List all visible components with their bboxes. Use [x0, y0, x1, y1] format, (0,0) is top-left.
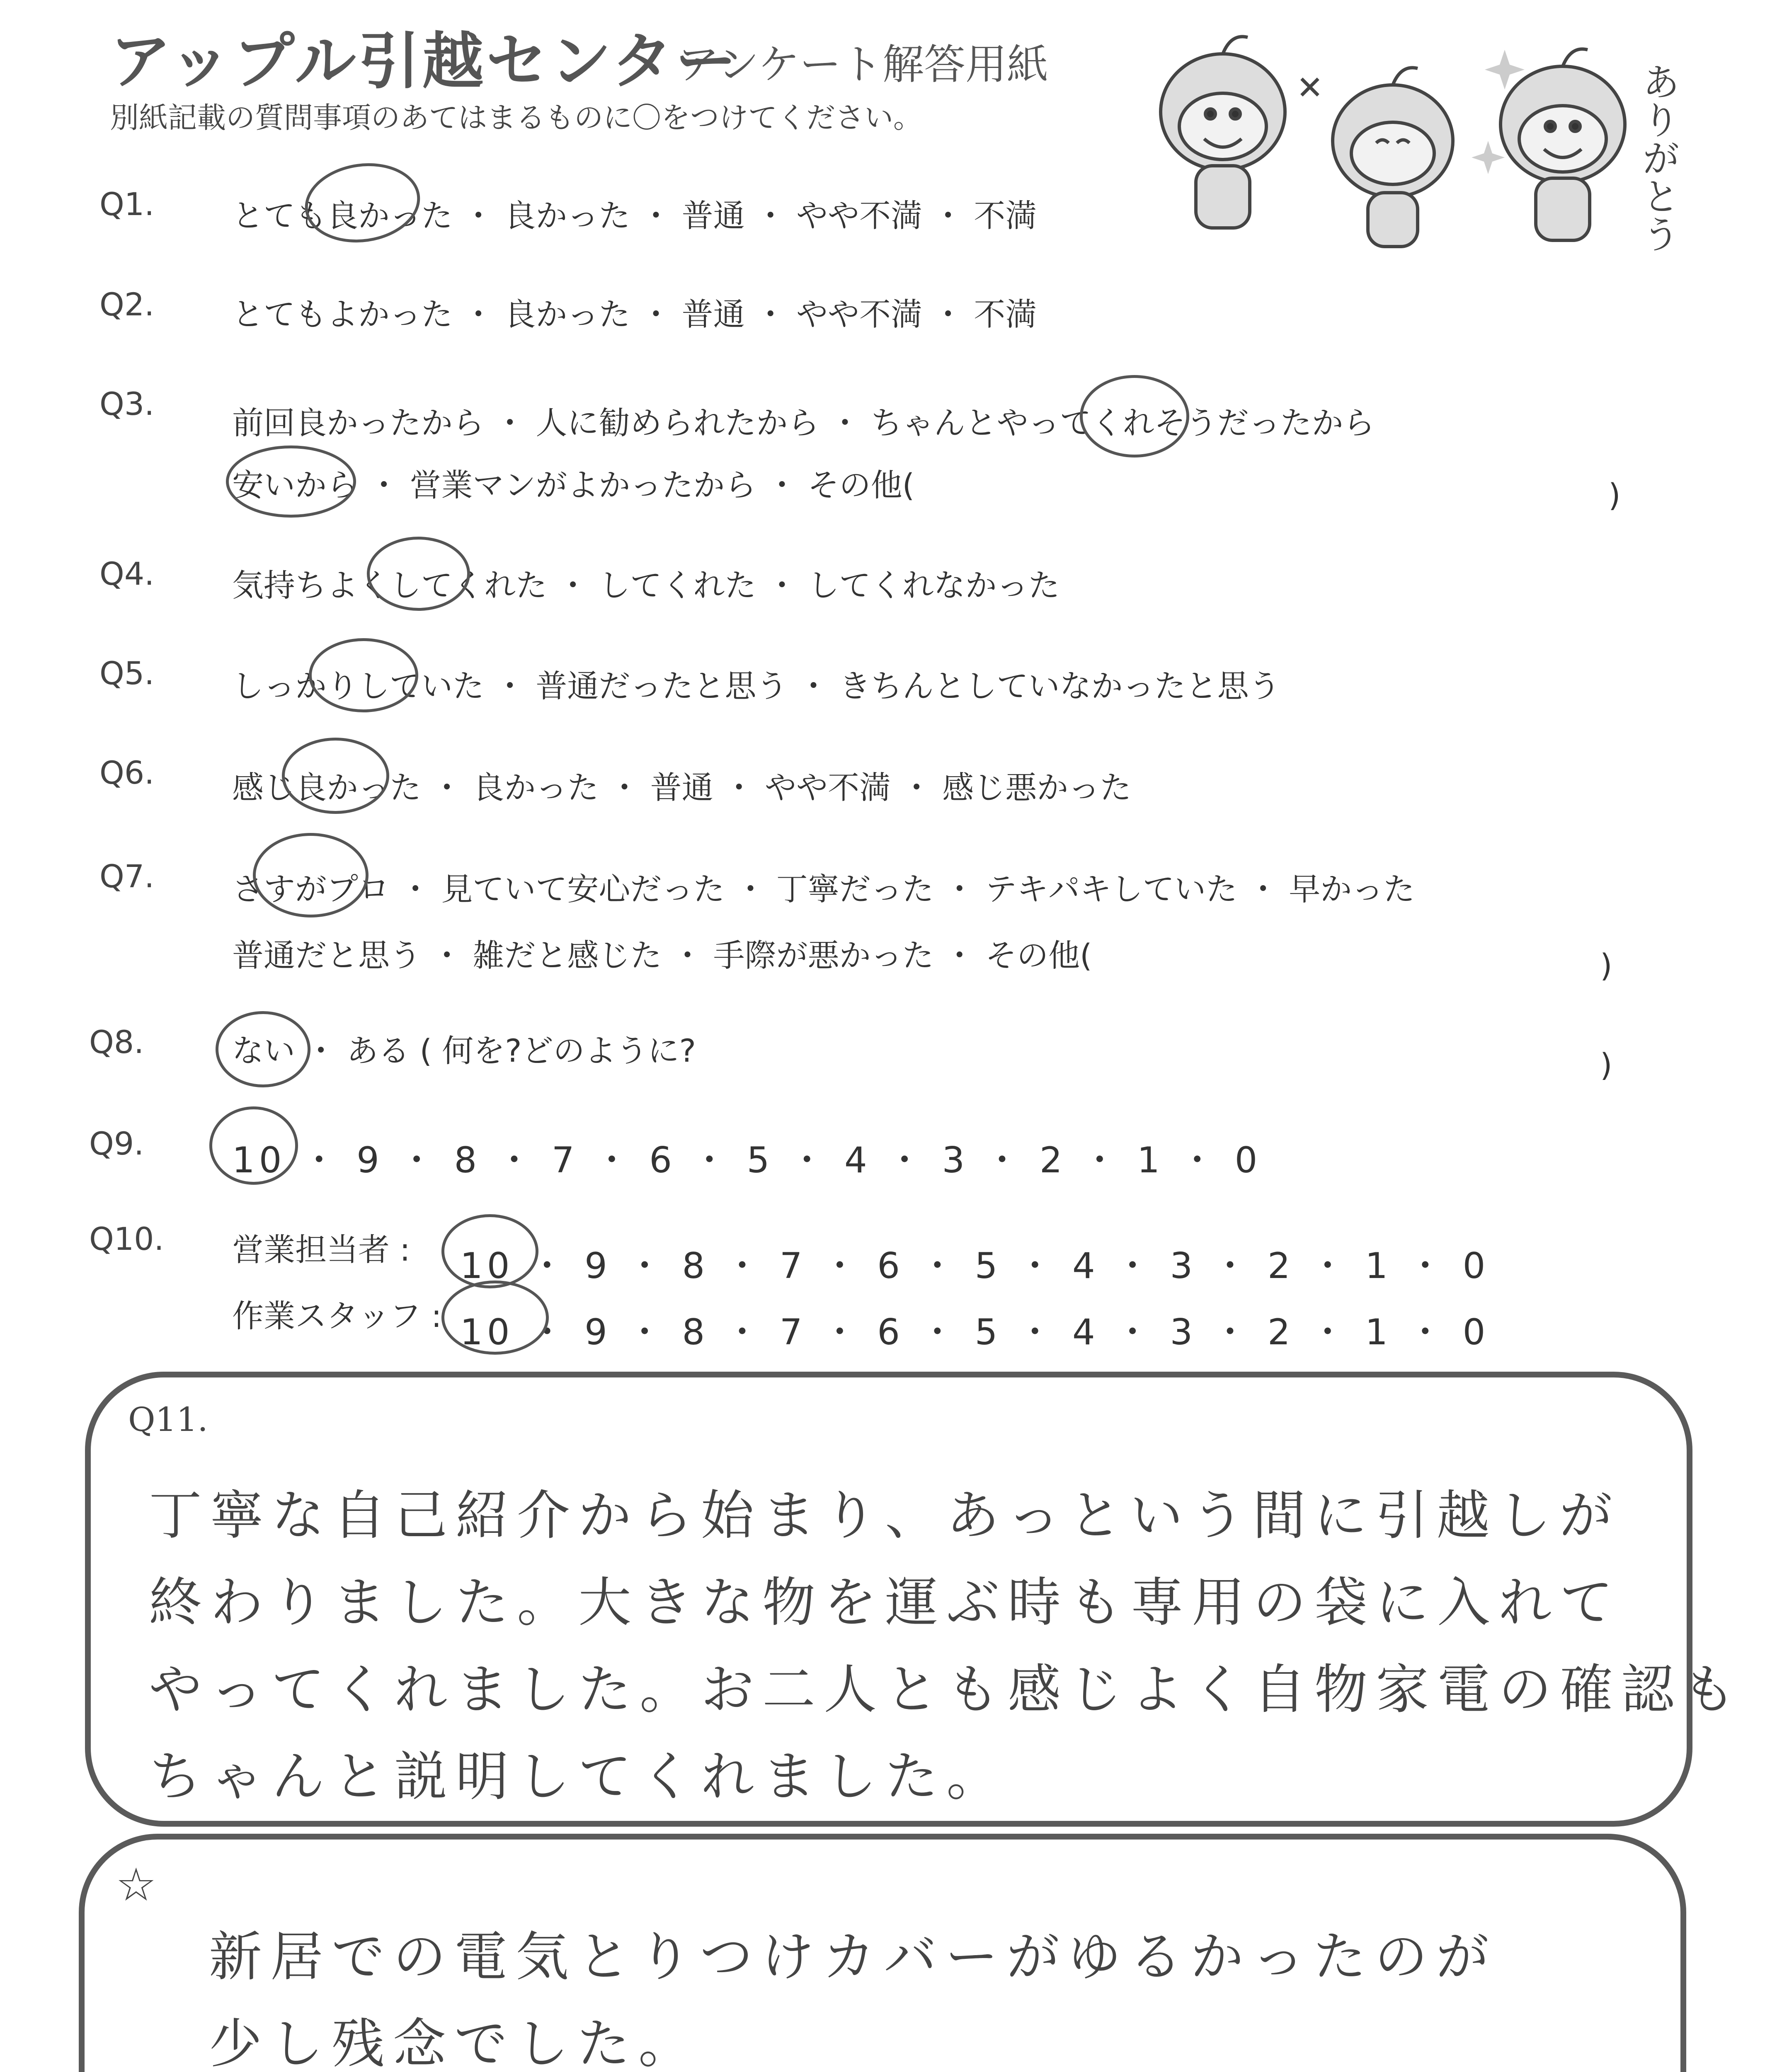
mascot-right-icon: [1501, 49, 1625, 240]
q3-label: Q3.: [99, 385, 155, 422]
instruction-text: 別紙記載の質問事項のあてはまるものに〇をつけてください。: [110, 101, 922, 135]
q5-answer-circle: [309, 638, 418, 712]
q3-options-line2: 安いから ・ 営業マンがよかったから ・ その他(: [232, 467, 915, 503]
q8-answer-circle: [216, 1011, 310, 1087]
q10-staff-options: 10 ・ 9 ・ 8 ・ 7 ・ 6 ・ 5 ・ 4 ・ 3 ・ 2 ・ 1 ・ 0: [460, 1312, 1490, 1353]
q4-answer-circle: [367, 537, 470, 611]
sparkle-icon: [1472, 141, 1505, 174]
q4-label: Q4.: [99, 555, 155, 592]
extra-line-2: 少し残念でした。: [209, 2013, 700, 2072]
q5-label: Q5.: [99, 655, 155, 692]
q2-label: Q2.: [99, 286, 155, 323]
q1-options: とても良かった ・ 良かった ・ 普通 ・ やや不満 ・ 不満: [232, 197, 1037, 234]
extra-comment-box: [79, 1834, 1686, 2072]
q11-line-2: 終わりました。大きな物を運ぶ時も専用の袋に入れて: [149, 1572, 1622, 1634]
mascot-caption: ありがとう: [1636, 62, 1680, 253]
q7-options: さすがプロ ・ 見ていて安心だった ・ 丁寧だった ・ テキパキしていた ・ 早かった: [232, 871, 1415, 908]
q10-label: Q10.: [89, 1220, 164, 1257]
mascot-left-icon: [1161, 36, 1285, 228]
q5-options: しっかりしていた ・ 普通だったと思う ・ きちんとしていなかったと思う: [232, 668, 1280, 704]
mascot-illustration: [1127, 25, 1716, 261]
q11-line-1: 丁寧な自己紹介から始まり、あっという間に引越しが: [149, 1485, 1621, 1547]
q3-answer-circle-1: [1080, 375, 1189, 457]
form-subtitle: アンケート解答用紙: [678, 40, 1048, 89]
q8-label: Q8.: [89, 1024, 144, 1060]
q3-answer-circle-2: [226, 445, 356, 518]
q8-close-paren: ): [1600, 1046, 1612, 1083]
q10-sales-label: 営業担当者 :: [232, 1231, 410, 1268]
q11-label: Q11.: [128, 1400, 208, 1439]
q6-answer-circle: [282, 738, 389, 814]
q7-answer-circle: [253, 833, 369, 917]
q11-line-4: ちゃんと説明してくれました。: [149, 1746, 1008, 1808]
mascot-middle-icon: [1302, 68, 1453, 247]
q9-answer-circle: [209, 1106, 298, 1185]
q9-label: Q9.: [89, 1125, 144, 1162]
q11-comment-box: [85, 1372, 1744, 1827]
q11-line-3: やってくれました。お二人とも感じよく自物家電の確認も: [149, 1659, 1744, 1721]
q3-options: 前回良かったから ・ 人に勧められたから ・ ちゃんとやってくれそうだったから: [232, 404, 1375, 441]
q6-label: Q6.: [99, 754, 155, 791]
extra-line-1: 新居での電気とりつけカバーがゆるかったのが: [209, 1926, 1498, 1988]
q6-options: 感じ良かった ・ 良かった ・ 普通 ・ やや不満 ・ 感じ悪かった: [232, 769, 1132, 806]
q1-label: Q1.: [99, 186, 155, 223]
q3-close-paren: ): [1608, 477, 1621, 513]
q10-sales-options: 10 ・ 9 ・ 8 ・ 7 ・ 6 ・ 5 ・ 4 ・ 3 ・ 2 ・ 1 ・ 0: [460, 1245, 1490, 1287]
star-icon: ☆: [116, 1858, 157, 1911]
q8-options: ない ・ ある ( 何を?どのように?: [232, 1032, 696, 1069]
q7-label: Q7.: [99, 858, 155, 895]
form-title: アップル引越センター: [110, 26, 739, 97]
q10-sales-answer-circle: [441, 1214, 538, 1288]
q9-options: 10 ・ 9 ・ 8 ・ 7 ・ 6 ・ 5 ・ 4 ・ 3 ・ 2 ・ 1 ・ 0: [232, 1140, 1262, 1181]
q7-options-line2: 普通だと思う ・ 雑だと感じた ・ 手際が悪かった ・ その他(: [232, 937, 1092, 974]
q10-staff-label: 作業スタッフ :: [232, 1297, 442, 1334]
q10-staff-answer-circle: [441, 1280, 549, 1355]
q7-close-paren: ): [1600, 947, 1612, 984]
q2-options: とてもよかった ・ 良かった ・ 普通 ・ やや不満 ・ 不満: [232, 296, 1037, 333]
q4-options: 気持ちよくしてくれた ・ してくれた ・ してくれなかった: [232, 567, 1060, 604]
